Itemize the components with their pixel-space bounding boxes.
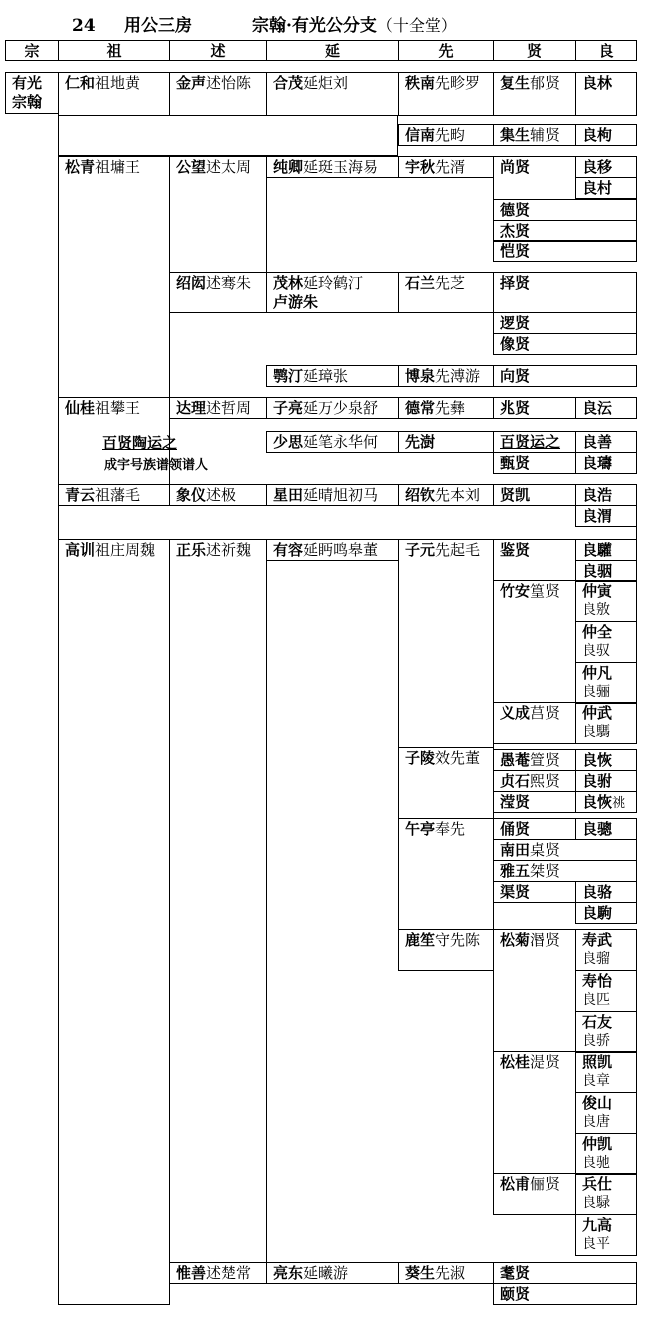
xian-cell-5: 博泉先溥游 — [398, 365, 494, 387]
yan-cell-3: 茂林延玲鹤汀 卢游朱 — [266, 272, 399, 313]
liang-cell-1: 良林 — [575, 72, 637, 116]
xianxian-cell-10: 向贤 — [493, 365, 637, 387]
branch-name: 宗翰·有光公分支 — [252, 16, 377, 36]
col-xian: 先 — [398, 40, 494, 61]
liang-cell-7: 良璹 — [575, 452, 637, 474]
liang-cell-19: 良骢 — [575, 818, 637, 840]
liang-cell-4: 良村 — [575, 177, 637, 199]
liang-cell-11: 良骃 — [575, 560, 637, 582]
xianxian-cell-20: 滢贤 — [493, 791, 576, 813]
xianxian-cell-2: 集生辅贤 — [493, 124, 576, 146]
col-shu: 述 — [169, 40, 267, 61]
liang-cell-20: 良骆 — [575, 881, 637, 903]
xian-cell-4: 石兰先芝 — [398, 272, 494, 313]
branch-title — [252, 14, 457, 38]
col-zong: 宗 — [5, 40, 59, 61]
xian-cell-9: 子元先起毛 — [398, 539, 494, 748]
page-number: 24 — [72, 16, 96, 36]
zu-cell-1: 仁和祖地黄 — [58, 72, 170, 116]
xian-cell-6: 德常先彝 — [398, 397, 494, 419]
xianxian-cell-23: 雅五桀贤 — [493, 860, 637, 882]
xianxian-cell-22: 南田桌贤 — [493, 839, 637, 861]
xianxian-cell-9: 像贤 — [493, 333, 637, 355]
liang-cell-26: 俊山 良唐 — [575, 1092, 637, 1134]
liang-cell-22: 寿武 良骝 — [575, 929, 637, 971]
xianxian-cell-25: 松菊湣贤 — [493, 929, 576, 1052]
xianxian-cell-19: 贞石熙贤 — [493, 770, 576, 792]
zu-cell-2: 松青祖墉王 — [58, 156, 170, 398]
xian-cell-2: 信南先畇 — [398, 124, 494, 146]
col-xianxian: 贤 — [493, 40, 576, 61]
zu-block-empty-1 — [58, 115, 398, 156]
zu-cell-5: 高训祖庄周魏 — [58, 539, 170, 1305]
yan-cell-1: 合茂延炬刘 — [266, 72, 399, 116]
yan-cell-2: 纯卿延珽玉海易 — [266, 156, 399, 178]
liang-cell-6: 良善 — [575, 431, 637, 453]
liang-cell-8: 良浩 — [575, 484, 637, 506]
xianxian-cell-17: 义成莒贤 — [493, 702, 576, 744]
yan-cell-5: 子亮延万少泉舒 — [266, 397, 399, 419]
xian-cell-1: 秩南先畛罗 — [398, 72, 494, 116]
xianxian-cell-27: 松甫俪贤 — [493, 1173, 576, 1215]
liang-cell-3: 良移 — [575, 156, 637, 178]
xianxian-cell-13: 甄贤 — [493, 452, 576, 474]
hall-name: （十全堂） — [376, 16, 457, 35]
liang-cell-15: 仲武 良騳 — [575, 702, 637, 744]
shu-cell-5: 象仪述极 — [169, 484, 267, 506]
shu-cell-2: 公望述太周 — [169, 156, 267, 273]
xianxian-cell-8: 逻贤 — [493, 312, 637, 334]
zu-cell-3: 仙桂祖攀王 — [58, 397, 170, 485]
shu-cell-7: 惟善述楚常 — [169, 1262, 267, 1284]
xianxian-cell-4: 德贤 — [493, 199, 637, 221]
xianxian-cell-16: 竹安篁贤 — [493, 580, 576, 703]
liang-cell-13: 仲全 良驭 — [575, 621, 637, 663]
liang-cell-14: 仲凡 良骊 — [575, 662, 637, 704]
liang-cell-17: 良驸 — [575, 770, 637, 792]
xian-cell-8: 绍钦先本刘 — [398, 484, 494, 506]
xianxian-cell-14: 贤凯 — [493, 484, 576, 506]
yan-cell-4: 鹗汀延璋张 — [266, 365, 399, 387]
liang-cell-24: 石友 良骄 — [575, 1011, 637, 1053]
shu-cell-3: 绍闳述骞朱 — [169, 272, 267, 313]
liang-cell-28: 兵仕 良騄 — [575, 1173, 637, 1215]
col-yan: 延 — [266, 40, 399, 61]
liang-cell-27: 仲凯 良驰 — [575, 1133, 637, 1175]
shu-cell-4: 达理述哲周 — [169, 397, 267, 419]
xianxian-cell-7: 择贤 — [493, 272, 637, 313]
liang-cell-5: 良沄 — [575, 397, 637, 419]
xianxian-cell-6: 恺贤 — [493, 240, 637, 262]
liang-cell-23: 寿怡 良匹 — [575, 970, 637, 1012]
yan-cell-9: 亮东延曦游 — [266, 1262, 399, 1284]
xian-cell-3: 宇秋先湑 — [398, 156, 494, 178]
xian-cell-13: 葵生先淑 — [398, 1262, 494, 1284]
note-line-1: 百贤陶运之 — [102, 434, 178, 452]
xianxian-cell-3: 尚贤 — [493, 156, 576, 200]
xianxian-cell-29: 颐贤 — [493, 1283, 637, 1305]
xian-cell-10: 子陵效先董 — [398, 747, 494, 819]
liang-cell-2: 良枸 — [575, 124, 637, 146]
xianxian-cell-21: 俑贤 — [493, 818, 576, 840]
xianxian-cell-5: 杰贤 — [493, 220, 637, 242]
xianxian-cell-28: 耄贤 — [493, 1262, 637, 1284]
zu-cell-4: 青云祖藩毛 — [58, 484, 170, 506]
xianxian-cell-11: 兆贤 — [493, 397, 576, 419]
yan-cell-6: 少思延笔永华何 — [266, 431, 399, 453]
liang-cell-18: 良恢祧 — [575, 791, 637, 813]
liang-cell-25: 照凯 良章 — [575, 1051, 637, 1093]
house-title: 用公三房 — [124, 16, 192, 36]
liang-cell-29: 九高 良平 — [575, 1214, 637, 1256]
liang-cell-21: 良駒 — [575, 902, 637, 924]
xian-cell-7: 先澍 — [398, 431, 494, 453]
liang-cell-16: 良恢 — [575, 749, 637, 771]
shu-cell-6: 正乐述祈魏 — [169, 539, 267, 1263]
col-liang: 良 — [575, 40, 637, 61]
note-line-2: 成宇号族谱领谱人 — [104, 458, 209, 473]
xian-cell-12: 鹿笙守先陈 — [398, 929, 494, 971]
liang-cell-12: 仲寅 良敫 — [575, 580, 637, 622]
xianxian-cell-18: 愚菴箮贤 — [493, 749, 576, 771]
col-zu: 祖 — [58, 40, 170, 61]
zong-cell: 有光 宗翰 — [5, 72, 59, 114]
xian-cell-11: 午亭奉先 — [398, 818, 494, 930]
xianxian-cell-26: 松桂湜贤 — [493, 1051, 576, 1174]
xianxian-cell-12: 百贤运之 — [493, 431, 576, 453]
liang-cell-10: 良驩 — [575, 539, 637, 561]
zu-block-empty-2 — [58, 505, 637, 540]
yan-cell-7: 星田延晴旭初马 — [266, 484, 399, 506]
liang-cell-9: 良渭 — [575, 505, 637, 527]
xianxian-cell-24: 渠贤 — [493, 881, 576, 903]
xianxian-cell-1: 复生郁贤 — [493, 72, 576, 116]
yan-cell-8: 有容延眄鸣皋董 — [266, 539, 399, 561]
shu-cell-1: 金声述怡陈 — [169, 72, 267, 116]
xianxian-cell-15: 鉴贤 — [493, 539, 576, 581]
